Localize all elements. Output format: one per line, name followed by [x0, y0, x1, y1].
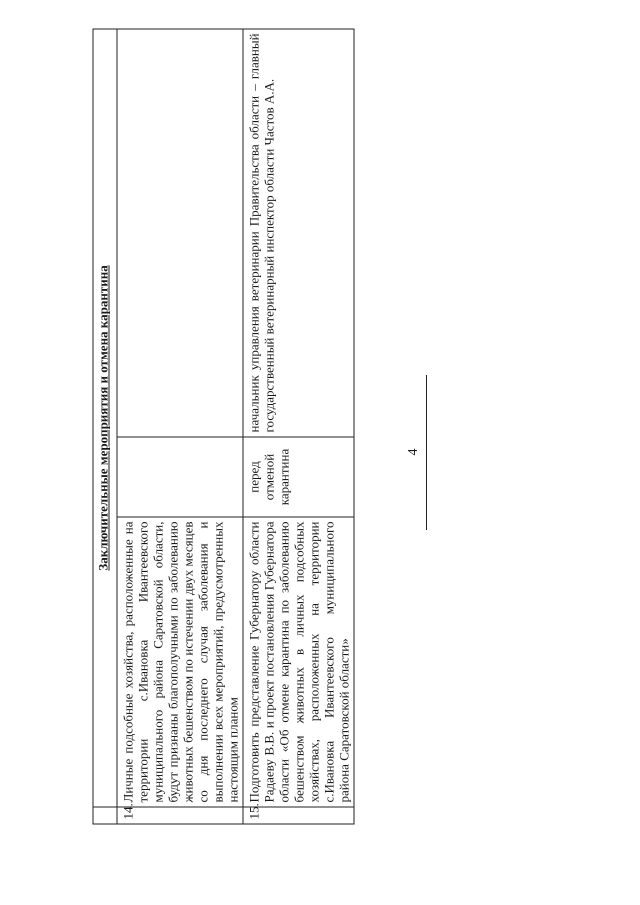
row-number: 14.	[117, 807, 243, 824]
section-header-num-cell	[93, 807, 117, 824]
deadline-cell: перед отменой карантина	[243, 437, 354, 517]
signature-line	[426, 375, 427, 530]
responsible-cell: начальник управления ветеринарии Правительства области – главный государственный ветеринарный инспектор области Частов А.А.	[243, 28, 354, 436]
plan-table-rotated	[92, 29, 351, 824]
table-row	[243, 28, 354, 823]
table-row	[117, 28, 243, 823]
measure-text: Личные подсобные хозяйства, расположенные на территории с.Ивановка Ивантеевского муниципального района Саратовской области, будут признаны благополучными по заболеванию животных бешенством по истечении двух месяцев со дня последнего случая заболевания и выполнении всех мероприятий, предусмотренных настоящим планом	[117, 517, 243, 807]
section-title: Заключительные мероприятия и отмена карантина	[93, 28, 117, 806]
deadline-cell	[117, 437, 243, 517]
plan-table	[92, 28, 354, 824]
plan-table-container	[92, 29, 351, 824]
page-number: 4	[406, 448, 421, 456]
section-header-row	[93, 28, 117, 823]
measure-text: Подготовить представление Губернатору области Радаеву В.В. и проект постановления Губернатора области «Об отмене карантина по заболеванию бешенством животных в личных подсобных хозяйствах, расположенных на территории с.Ивановка Ивантеевского муниципального района Саратовской области»	[243, 517, 354, 807]
responsible-cell	[117, 28, 243, 436]
row-number: 15.	[243, 807, 354, 824]
